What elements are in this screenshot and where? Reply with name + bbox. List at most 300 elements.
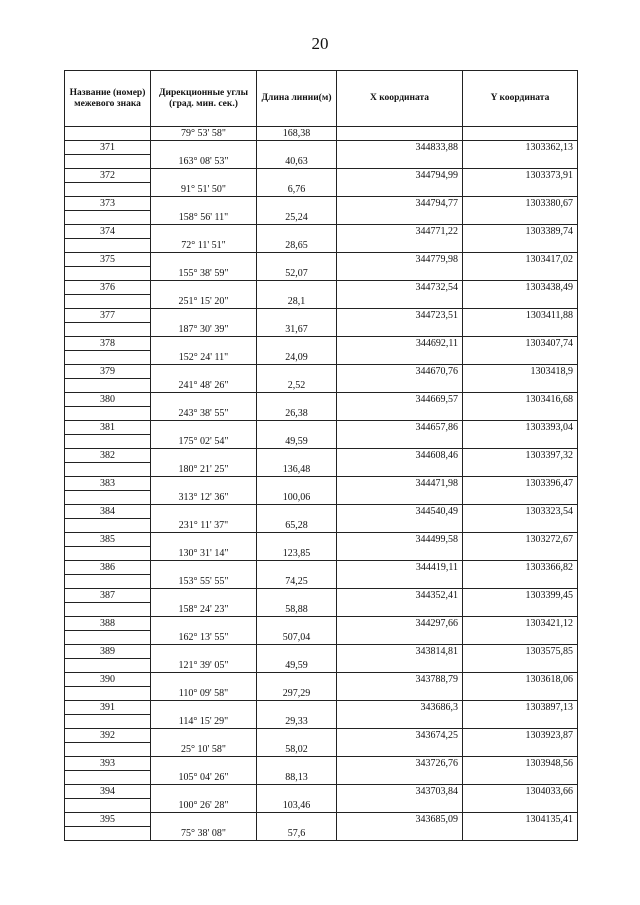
segment-x-cell [337, 715, 463, 729]
point-y: 1304033,66 [463, 785, 578, 799]
segment-angle: 152° 24' 11" [151, 351, 257, 365]
segment-length: 65,28 [257, 519, 337, 533]
segment-name-cell [65, 799, 151, 813]
point-x: 343814,81 [337, 645, 463, 659]
point-y: 1303438,49 [463, 281, 578, 295]
segment-row [65, 435, 578, 449]
page-number: 20 [311, 34, 329, 53]
point-name: 388 [65, 617, 151, 631]
segment-x-cell [337, 323, 463, 337]
segment-length: 52,07 [257, 267, 337, 281]
point-name: 375 [65, 253, 151, 267]
segment-x-cell [337, 519, 463, 533]
point-name: 372 [65, 169, 151, 183]
point-y: 1303380,67 [463, 197, 578, 211]
point-angle-cell [151, 729, 257, 743]
point-row [65, 281, 578, 295]
segment-name-cell [65, 519, 151, 533]
header-length: Длина линии(м) [257, 71, 337, 127]
segment-y-cell [463, 239, 578, 253]
point-row [65, 393, 578, 407]
segment-name-cell [65, 575, 151, 589]
point-length-cell [257, 561, 337, 575]
point-x: 344657,86 [337, 421, 463, 435]
segment-row [65, 155, 578, 169]
point-name: 387 [65, 589, 151, 603]
point-angle-cell [151, 169, 257, 183]
point-angle-cell [151, 673, 257, 687]
point-name: 384 [65, 505, 151, 519]
segment-y-cell [463, 155, 578, 169]
segment-x-cell [337, 211, 463, 225]
header-x: X координата [337, 71, 463, 127]
segment-length: 74,25 [257, 575, 337, 589]
segment-angle: 187° 30' 39" [151, 323, 257, 337]
point-angle-cell [151, 393, 257, 407]
segment-name-cell [65, 827, 151, 841]
segment-length: 28,1 [257, 295, 337, 309]
point-length-cell [257, 337, 337, 351]
segment-y-cell [463, 295, 578, 309]
point-length-cell [257, 197, 337, 211]
segment-y-cell [463, 407, 578, 421]
segment-length: 25,24 [257, 211, 337, 225]
segment-length: 103,46 [257, 799, 337, 813]
segment-x-cell [337, 687, 463, 701]
point-y: 1303421,12 [463, 617, 578, 631]
segment-length: 24,09 [257, 351, 337, 365]
segment-name-cell [65, 743, 151, 757]
segment-y-cell [463, 631, 578, 645]
point-x: 344608,46 [337, 449, 463, 463]
point-angle-cell [151, 757, 257, 771]
segment-x-cell [337, 155, 463, 169]
segment-name-cell [65, 631, 151, 645]
point-x: 344771,22 [337, 225, 463, 239]
segment-length: 28,65 [257, 239, 337, 253]
segment-y-cell [463, 435, 578, 449]
segment-name-cell [65, 295, 151, 309]
segment-angle: 163° 08' 53" [151, 155, 257, 169]
segment-x-cell [337, 771, 463, 785]
segment-y-cell [463, 575, 578, 589]
point-x: 344723,51 [337, 309, 463, 323]
segment-name-cell [65, 407, 151, 421]
point-row [65, 449, 578, 463]
segment-name-cell [65, 183, 151, 197]
segment-name-cell [65, 687, 151, 701]
point-x: 343726,76 [337, 757, 463, 771]
segment-row [65, 659, 578, 673]
point-y: 1303897,13 [463, 701, 578, 715]
segment-x-cell [337, 799, 463, 813]
point-angle-cell [151, 617, 257, 631]
point-row [65, 645, 578, 659]
segment-y-cell [463, 183, 578, 197]
point-x: 343686,3 [337, 701, 463, 715]
point-angle-cell [151, 589, 257, 603]
segment-y-cell [463, 211, 578, 225]
point-angle-cell [151, 421, 257, 435]
segment-x-cell [337, 631, 463, 645]
segment-x-cell [337, 743, 463, 757]
segment-row [65, 631, 578, 645]
segment-y-cell [463, 127, 578, 141]
segment-y-cell [463, 687, 578, 701]
segment-length: 6,76 [257, 183, 337, 197]
segment-row [65, 743, 578, 757]
point-x: 344669,57 [337, 393, 463, 407]
point-angle-cell [151, 449, 257, 463]
point-row [65, 757, 578, 771]
segment-angle: 100° 26' 28" [151, 799, 257, 813]
point-row [65, 533, 578, 547]
point-name: 393 [65, 757, 151, 771]
segment-length: 49,59 [257, 435, 337, 449]
point-x: 344352,41 [337, 589, 463, 603]
point-name: 376 [65, 281, 151, 295]
point-x: 344297,66 [337, 617, 463, 631]
point-y: 1303618,06 [463, 673, 578, 687]
point-x: 344794,77 [337, 197, 463, 211]
segment-length: 507,04 [257, 631, 337, 645]
segment-x-cell [337, 407, 463, 421]
point-row [65, 253, 578, 267]
point-row [65, 197, 578, 211]
point-length-cell [257, 505, 337, 519]
point-angle-cell [151, 281, 257, 295]
point-y: 1304135,41 [463, 813, 578, 827]
point-x: 344732,54 [337, 281, 463, 295]
segment-y-cell [463, 267, 578, 281]
point-row [65, 701, 578, 715]
point-row [65, 617, 578, 631]
segment-name-cell [65, 239, 151, 253]
segment-row [65, 687, 578, 701]
segment-row [65, 267, 578, 281]
point-length-cell [257, 449, 337, 463]
point-angle-cell [151, 533, 257, 547]
point-row [65, 225, 578, 239]
point-x: 344692,11 [337, 337, 463, 351]
segment-x-cell [337, 127, 463, 141]
point-length-cell [257, 645, 337, 659]
segment-row [65, 547, 578, 561]
point-angle-cell [151, 561, 257, 575]
point-length-cell [257, 729, 337, 743]
point-y: 1303323,54 [463, 505, 578, 519]
segment-length: 26,38 [257, 407, 337, 421]
point-y: 1303272,67 [463, 533, 578, 547]
point-y: 1303417,02 [463, 253, 578, 267]
point-row [65, 589, 578, 603]
point-angle-cell [151, 365, 257, 379]
segment-row [65, 407, 578, 421]
segment-angle: 180° 21' 25" [151, 463, 257, 477]
segment-row [65, 127, 578, 141]
segment-angle: 79° 53' 58" [151, 127, 257, 141]
segment-y-cell [463, 827, 578, 841]
point-length-cell [257, 617, 337, 631]
segment-length: 297,29 [257, 687, 337, 701]
point-y: 1303396,47 [463, 477, 578, 491]
point-y: 1303416,68 [463, 393, 578, 407]
segment-row [65, 771, 578, 785]
point-length-cell [257, 477, 337, 491]
point-row [65, 337, 578, 351]
segment-y-cell [463, 743, 578, 757]
segment-angle: 114° 15' 29" [151, 715, 257, 729]
point-length-cell [257, 365, 337, 379]
segment-name-cell [65, 435, 151, 449]
segment-length: 57,6 [257, 827, 337, 841]
point-x: 344794,99 [337, 169, 463, 183]
segment-y-cell [463, 351, 578, 365]
point-x: 343674,25 [337, 729, 463, 743]
segment-y-cell [463, 547, 578, 561]
segment-y-cell [463, 659, 578, 673]
segment-row [65, 575, 578, 589]
point-angle-cell [151, 785, 257, 799]
segment-row [65, 463, 578, 477]
segment-length: 136,48 [257, 463, 337, 477]
point-name: 390 [65, 673, 151, 687]
point-x: 344540,49 [337, 505, 463, 519]
coordinates-table [64, 70, 578, 841]
point-angle-cell [151, 813, 257, 827]
segment-name-cell [65, 771, 151, 785]
segment-name-cell [65, 491, 151, 505]
point-y: 1303948,56 [463, 757, 578, 771]
point-row [65, 477, 578, 491]
segment-x-cell [337, 435, 463, 449]
point-x: 344471,98 [337, 477, 463, 491]
segment-name-cell [65, 351, 151, 365]
segment-length: 168,38 [257, 127, 337, 141]
point-length-cell [257, 141, 337, 155]
point-y: 1303366,82 [463, 561, 578, 575]
segment-name-cell [65, 463, 151, 477]
segment-angle: 231° 11' 37" [151, 519, 257, 533]
segment-name-cell [65, 659, 151, 673]
segment-angle: 121° 39' 05" [151, 659, 257, 673]
point-length-cell [257, 701, 337, 715]
point-y: 1303389,74 [463, 225, 578, 239]
segment-length: 2,52 [257, 379, 337, 393]
point-angle-cell [151, 253, 257, 267]
point-length-cell [257, 785, 337, 799]
point-name: 383 [65, 477, 151, 491]
point-name: 382 [65, 449, 151, 463]
segment-length: 31,67 [257, 323, 337, 337]
segment-x-cell [337, 351, 463, 365]
segment-name-cell [65, 715, 151, 729]
segment-length: 100,06 [257, 491, 337, 505]
point-row [65, 421, 578, 435]
point-y: 1303407,74 [463, 337, 578, 351]
point-angle-cell [151, 477, 257, 491]
point-row [65, 813, 578, 827]
segment-angle: 25° 10' 58" [151, 743, 257, 757]
point-name: 386 [65, 561, 151, 575]
segment-angle: 155° 38' 59" [151, 267, 257, 281]
segment-length: 58,88 [257, 603, 337, 617]
point-row [65, 673, 578, 687]
point-angle-cell [151, 505, 257, 519]
segment-row [65, 323, 578, 337]
table-header-row [65, 71, 578, 127]
point-length-cell [257, 253, 337, 267]
segment-row [65, 379, 578, 393]
point-name: 385 [65, 533, 151, 547]
point-row [65, 309, 578, 323]
segment-row [65, 183, 578, 197]
point-length-cell [257, 589, 337, 603]
point-x: 344419,11 [337, 561, 463, 575]
segment-x-cell [337, 603, 463, 617]
segment-name-cell [65, 547, 151, 561]
segment-y-cell [463, 323, 578, 337]
segment-angle: 243° 38' 55" [151, 407, 257, 421]
point-length-cell [257, 309, 337, 323]
segment-x-cell [337, 827, 463, 841]
segment-y-cell [463, 715, 578, 729]
point-y: 1303411,88 [463, 309, 578, 323]
point-name: 374 [65, 225, 151, 239]
segment-name-cell [65, 603, 151, 617]
point-y: 1303399,45 [463, 589, 578, 603]
point-y: 1303393,04 [463, 421, 578, 435]
segment-y-cell [463, 799, 578, 813]
point-x: 344779,98 [337, 253, 463, 267]
segment-angle: 105° 04' 26" [151, 771, 257, 785]
segment-angle: 162° 13' 55" [151, 631, 257, 645]
segment-name-cell [65, 127, 151, 141]
segment-x-cell [337, 267, 463, 281]
point-length-cell [257, 673, 337, 687]
segment-x-cell [337, 547, 463, 561]
point-x: 343788,79 [337, 673, 463, 687]
point-y: 1303575,85 [463, 645, 578, 659]
segment-angle: 158° 56' 11" [151, 211, 257, 225]
point-name: 373 [65, 197, 151, 211]
segment-name-cell [65, 211, 151, 225]
segment-x-cell [337, 183, 463, 197]
point-angle-cell [151, 309, 257, 323]
segment-length: 58,02 [257, 743, 337, 757]
point-x: 344833,88 [337, 141, 463, 155]
point-angle-cell [151, 197, 257, 211]
segment-row [65, 827, 578, 841]
segment-x-cell [337, 239, 463, 253]
segment-length: 40,63 [257, 155, 337, 169]
point-x: 343703,84 [337, 785, 463, 799]
point-row [65, 729, 578, 743]
segment-angle: 241° 48' 26" [151, 379, 257, 393]
point-length-cell [257, 757, 337, 771]
segment-angle: 72° 11' 51" [151, 239, 257, 253]
segment-row [65, 295, 578, 309]
segment-length: 49,59 [257, 659, 337, 673]
segment-angle: 175° 02' 54" [151, 435, 257, 449]
point-name: 377 [65, 309, 151, 323]
segment-row [65, 603, 578, 617]
segment-x-cell [337, 379, 463, 393]
table-body [65, 127, 578, 841]
segment-y-cell [463, 519, 578, 533]
point-name: 395 [65, 813, 151, 827]
segment-x-cell [337, 575, 463, 589]
point-name: 389 [65, 645, 151, 659]
segment-angle: 91° 51' 50" [151, 183, 257, 197]
segment-y-cell [463, 771, 578, 785]
point-y: 1303397,32 [463, 449, 578, 463]
segment-length: 29,33 [257, 715, 337, 729]
segment-angle: 313° 12' 36" [151, 491, 257, 505]
point-length-cell [257, 533, 337, 547]
segment-row [65, 351, 578, 365]
point-y: 1303418,9 [463, 365, 578, 379]
point-angle-cell [151, 337, 257, 351]
segment-name-cell [65, 323, 151, 337]
segment-row [65, 799, 578, 813]
segment-y-cell [463, 491, 578, 505]
point-length-cell [257, 813, 337, 827]
point-angle-cell [151, 701, 257, 715]
point-name: 378 [65, 337, 151, 351]
header-name: Название (номер) межевого знака [65, 71, 151, 127]
point-row [65, 785, 578, 799]
point-name: 394 [65, 785, 151, 799]
segment-length: 88,13 [257, 771, 337, 785]
point-name: 392 [65, 729, 151, 743]
segment-row [65, 715, 578, 729]
segment-angle: 158° 24' 23" [151, 603, 257, 617]
segment-x-cell [337, 463, 463, 477]
point-row [65, 169, 578, 183]
point-length-cell [257, 421, 337, 435]
segment-angle: 130° 31' 14" [151, 547, 257, 561]
header-y: Y координата [463, 71, 578, 127]
point-angle-cell [151, 645, 257, 659]
segment-y-cell [463, 463, 578, 477]
segment-y-cell [463, 379, 578, 393]
header-angle: Дирекционные углы (град. мин. сек.) [151, 71, 257, 127]
point-row [65, 561, 578, 575]
segment-y-cell [463, 603, 578, 617]
segment-angle: 153° 55' 55" [151, 575, 257, 589]
segment-name-cell [65, 155, 151, 169]
segment-row [65, 211, 578, 225]
segment-name-cell [65, 267, 151, 281]
segment-x-cell [337, 491, 463, 505]
point-name: 380 [65, 393, 151, 407]
point-length-cell [257, 393, 337, 407]
point-name: 381 [65, 421, 151, 435]
point-angle-cell [151, 225, 257, 239]
segment-row [65, 491, 578, 505]
point-row [65, 141, 578, 155]
point-y: 1303373,91 [463, 169, 578, 183]
point-row [65, 365, 578, 379]
point-x: 344499,58 [337, 533, 463, 547]
point-x: 343685,09 [337, 813, 463, 827]
point-length-cell [257, 169, 337, 183]
point-y: 1303923,87 [463, 729, 578, 743]
point-length-cell [257, 225, 337, 239]
segment-x-cell [337, 659, 463, 673]
segment-length: 123,85 [257, 547, 337, 561]
